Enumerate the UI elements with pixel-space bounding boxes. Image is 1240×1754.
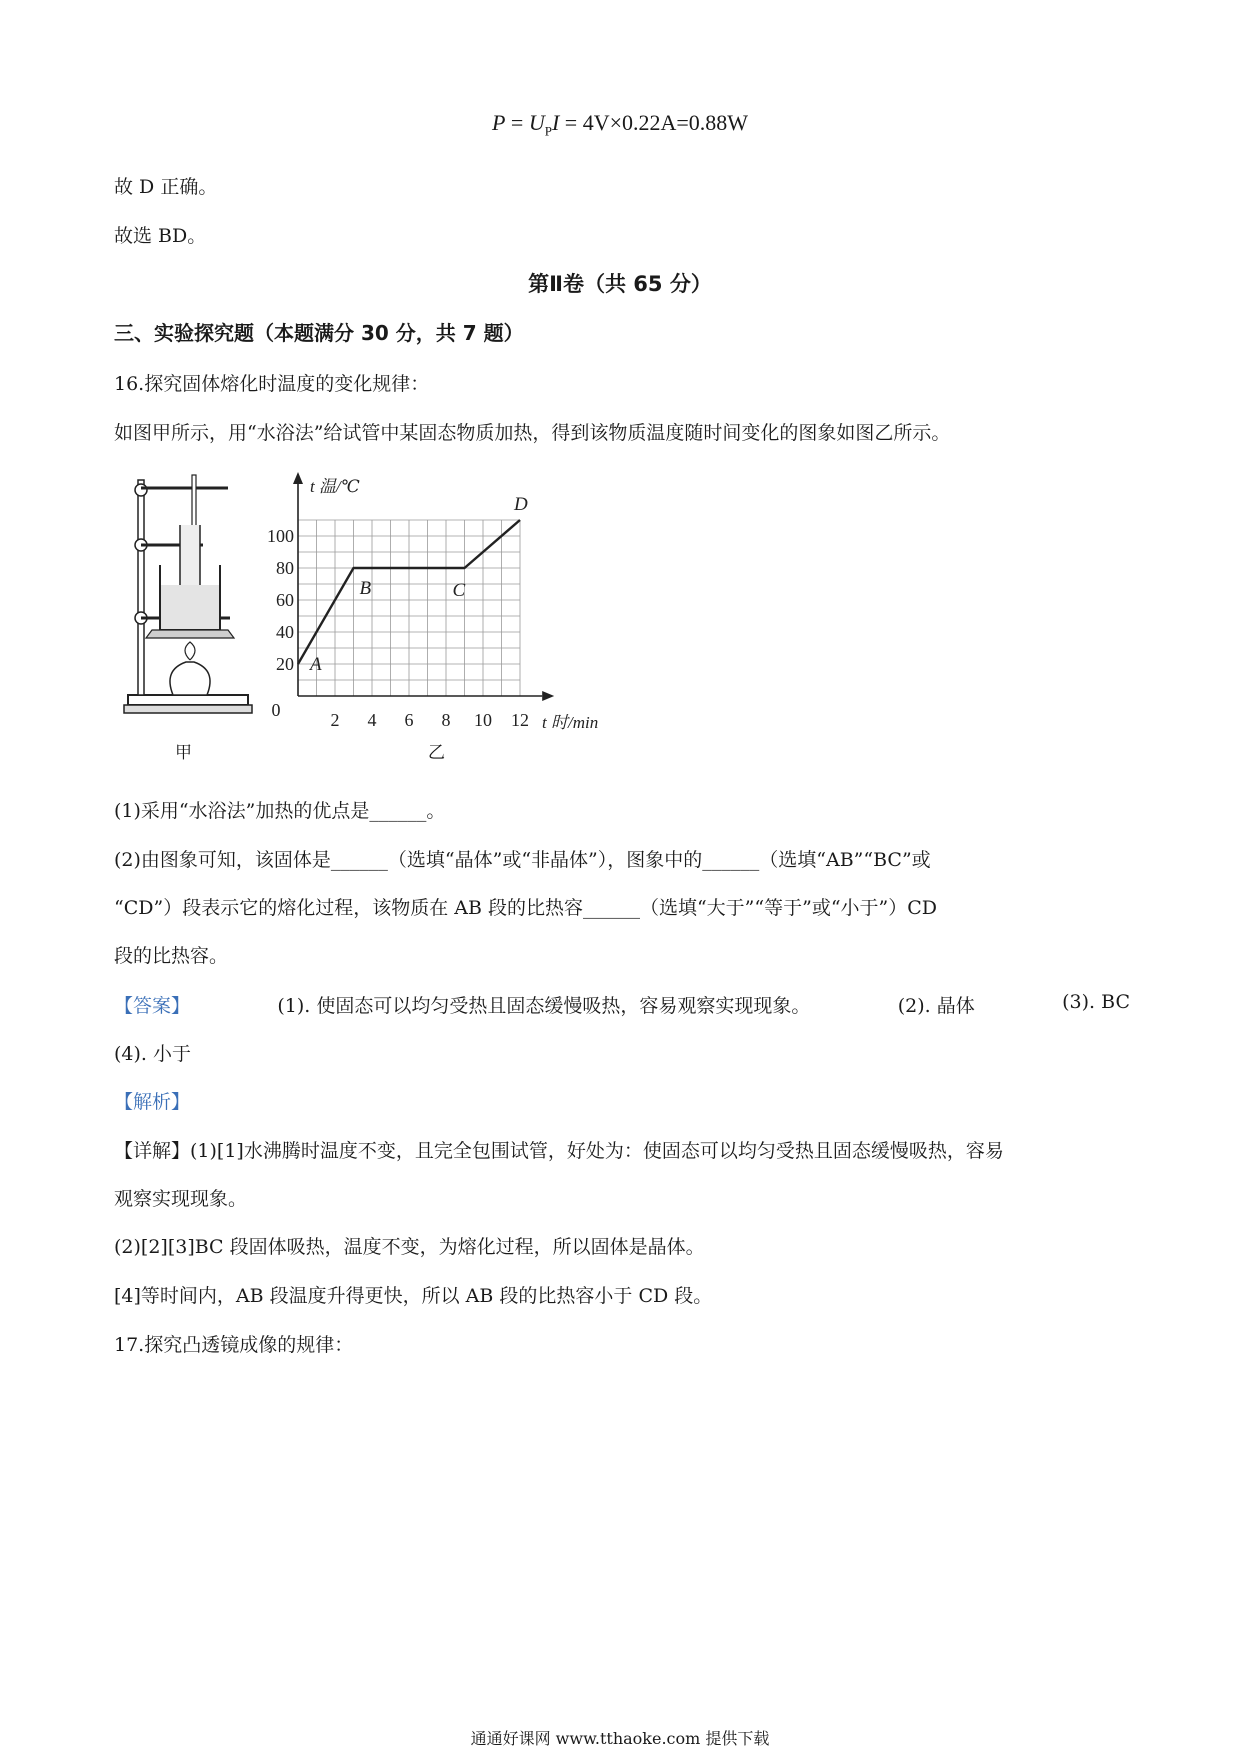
answer-row [114,991,1130,1018]
y-tick-label: 100 [267,526,294,546]
x-tick-label: 10 [474,710,492,730]
answer-1: (1). 使固态可以均匀受热且固态缓慢吸热，容易观察实现现象。 [277,995,811,1017]
detail-line2: 观察实现现象。 [114,1188,248,1210]
x-tick-label: 0 [271,700,281,720]
y-axis-label: t 温/℃ [310,477,360,496]
temperature-chart [258,470,618,742]
answer-2: (2). 晶体 [897,995,975,1017]
q16-title: 16.探究固体熔化时温度的变化规律： [114,373,430,395]
formula-u: U [528,110,545,135]
q17-title: 17.探究凸透镜成像的规律： [114,1334,354,1356]
x-tick-label: 2 [330,710,340,730]
point-label-b: B [359,578,372,599]
point-label-a: A [310,654,322,675]
x-tick-label: 6 [404,710,414,730]
power-formula [0,110,1240,139]
page-footer: 通通好课网 www.tthaoke.com 提供下载 [470,1729,770,1748]
detail-line4: [4]等时间内，AB 段温度升得更快，所以 AB 段的比热容小于 CD 段。 [114,1285,713,1307]
x-axis-label: t 时/min [542,713,599,732]
apparatus-figure [118,470,258,760]
q16-intro: 如图甲所示，用“水浴法”给试管中某固态物质加热，得到该物质温度随时间变化的图象如图乙所示。 [114,422,951,444]
q16-q2-line1: (2)由图象可知，该固体是______（选填“晶体”或“非晶体”），图象中的______（选填“AB”“BC”或 [114,849,931,871]
formula-rest: = 4V×0.22A=0.88W [564,110,749,135]
formula-i: I [551,110,560,135]
section2-title: 第Ⅱ卷（共 65 分） [528,272,712,296]
point-label-c: C [452,580,466,601]
formula-p: P [491,110,506,135]
y-tick-label: 40 [276,622,294,642]
d-correct-line: 故 D 正确。 [114,176,218,198]
answer-3: (3). BC [1062,991,1130,1013]
answer-tag: 【答案】 [114,995,191,1017]
analysis-tag: 【解析】 [114,1091,191,1113]
formula-sub: P [544,123,552,139]
figure-label-yi: 乙 [428,743,445,763]
y-tick-label: 60 [276,590,294,610]
q16-q2-line3: 段的比热容。 [114,945,229,967]
y-axis-arrow [293,472,303,484]
formula-eq: = [510,110,524,135]
x-axis-arrow [542,691,554,701]
y-tick-label: 20 [276,654,294,674]
y-tick-label: 80 [276,558,294,578]
q16-q1: (1)采用“水浴法”加热的优点是______。 [114,800,446,822]
choose-line: 故选 BD。 [114,225,207,247]
x-tick-label: 8 [441,710,451,730]
detail-line1: 【详解】(1)[1]水沸腾时温度不变，且完全包围试管，好处为：使固态可以均匀受热且固态缓慢吸热，容易 [114,1140,1004,1162]
detail-line3: (2)[2][3]BC 段固体吸热，温度不变，为熔化过程，所以固体是晶体。 [114,1236,705,1258]
x-tick-label: 4 [367,710,377,730]
point-label-d: D [514,494,528,515]
q16-q2-line2: “CD”）段表示它的熔化过程，该物质在 AB 段的比热容______（选填“大于”“等于”或“小于”）CD [114,897,938,919]
figure-label-jia: 甲 [175,743,192,763]
x-tick-label: 12 [511,710,529,730]
part3-title: 三、实验探究题（本题满分 30 分，共 7 题） [114,321,524,345]
answer-4: (4). 小于 [114,1043,191,1065]
